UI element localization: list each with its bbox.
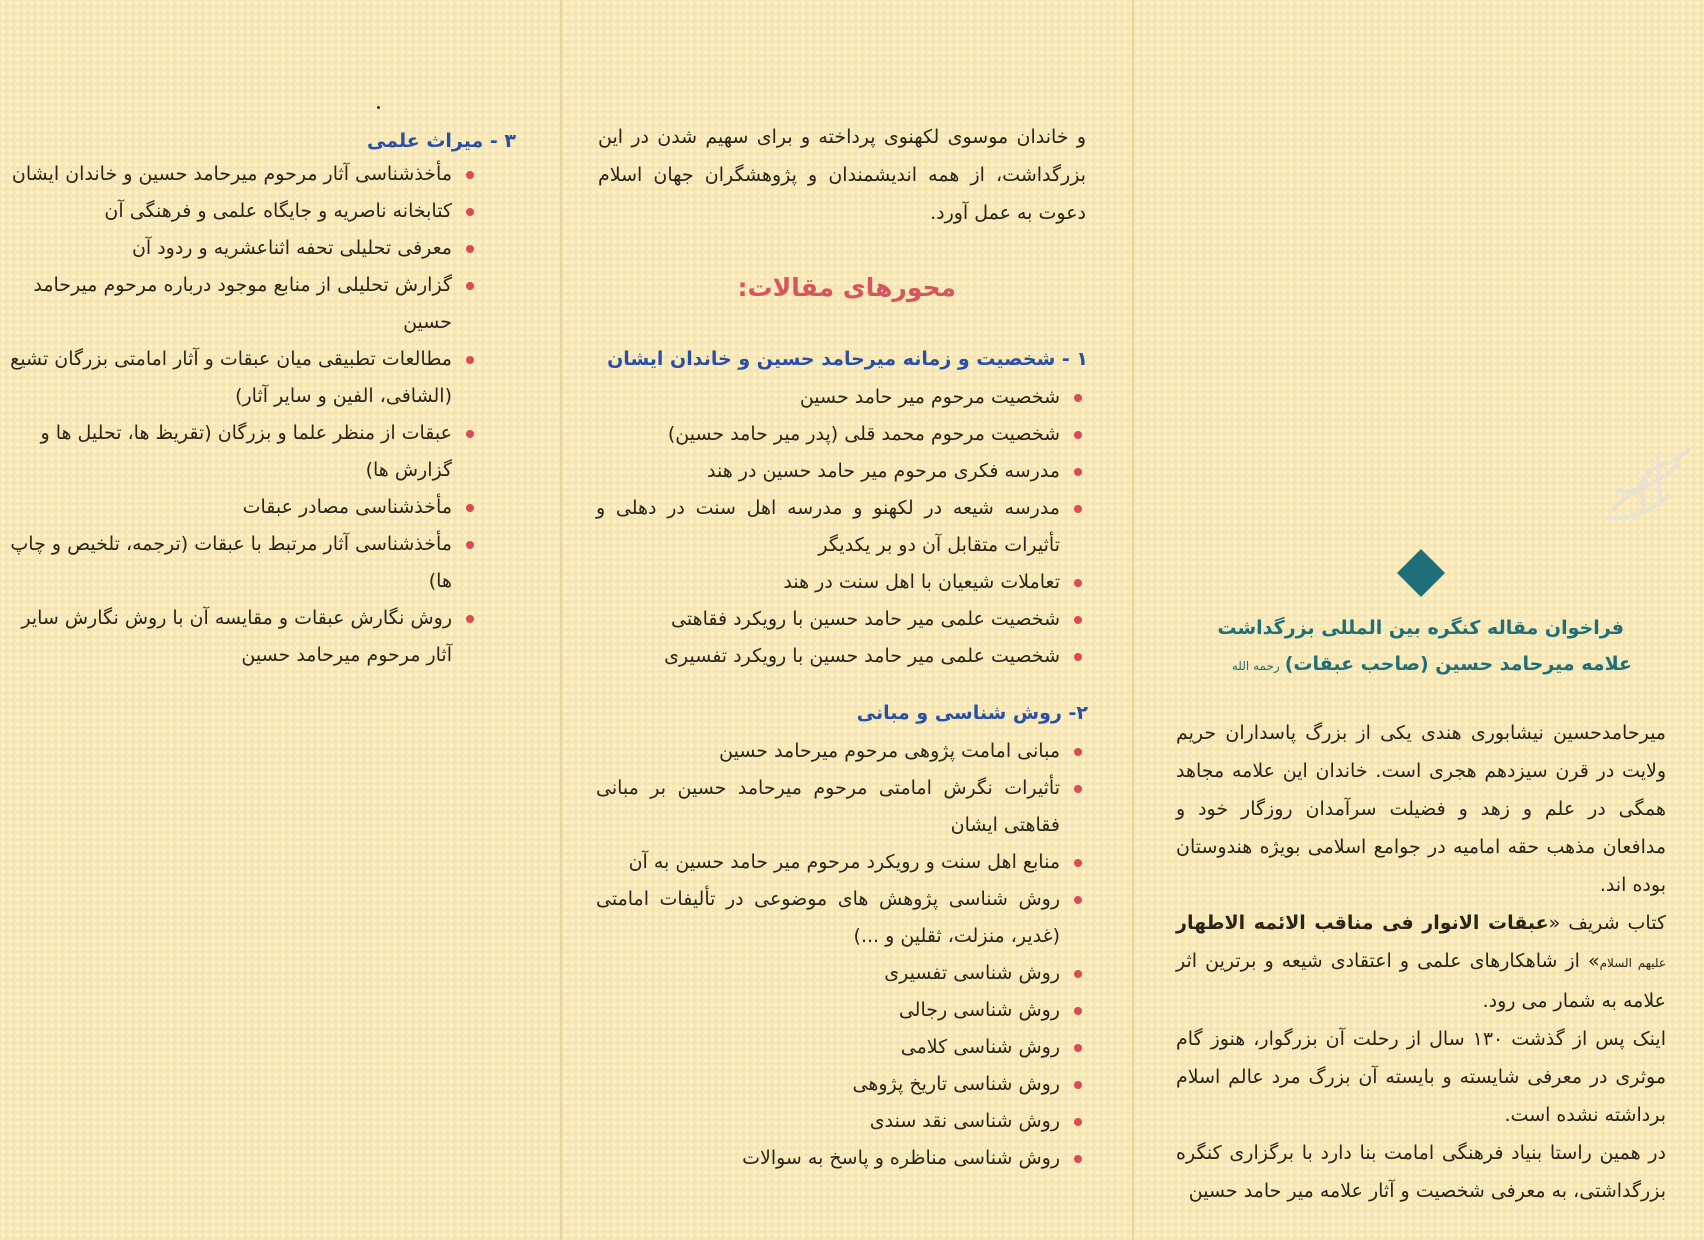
calligraphy-seal-icon bbox=[1598, 440, 1698, 530]
list-item: روش شناسی کلامی bbox=[596, 1029, 1086, 1066]
document-title-line2 bbox=[1232, 649, 1632, 681]
list-item: منابع اهل سنت و رویکرد مرحوم میر حامد حسین به آن bbox=[596, 844, 1086, 881]
list-item: روش شناسی پژوهش های موضوعی در تألیفات امامتی (غدیر، منزلت، ثقلین و ...) bbox=[596, 881, 1086, 955]
list-item: روش شناسی رجالی bbox=[596, 992, 1086, 1029]
list-item: روش شناسی تاریخ پژوهی bbox=[596, 1066, 1086, 1103]
list-item: شخصیت علمی میر حامد حسین با رویکرد فقاهتی bbox=[596, 601, 1086, 638]
left-section-heading: ۳ - میراث علمی bbox=[367, 130, 516, 152]
list-item: معرفی تحلیلی تحفه اثناعشریه و ردود آن bbox=[0, 230, 478, 267]
list-item: مدرسه شیعه در لکهنو و مدرسه اهل سنت در دهلی و تأثیرات متقابل آن دو بر یکدیگر bbox=[596, 490, 1086, 564]
document-title-name: علامه میرحامد حسین (صاحب عبقات) bbox=[1284, 653, 1632, 675]
paragraph-1: میرحامدحسین نیشابوری هندی یکی از بزرگ پاسداران حریم ولایت در قرن سیزدهم هجری است. خاندان این علامه مجاهد همگی در علم و زهد و فضیلت سرآمدان روزگار خود و مدافعان مذهب حقه امامیه در جوامع اسلامی بویژه هندوستان بوده اند. bbox=[1176, 722, 1666, 896]
book-title-suffix: علیهم السلام bbox=[1599, 956, 1667, 970]
diamond-ornament-icon bbox=[1397, 549, 1445, 597]
list-item: مأخذشناسی مصادر عبقات bbox=[0, 489, 478, 526]
paragraph-2 bbox=[1176, 904, 1666, 1020]
section1-heading: ۱ - شخصیت و زمانه میرحامد حسین و خاندان ایشان bbox=[607, 348, 1088, 370]
right-panel bbox=[1134, 0, 1704, 1240]
section1-list bbox=[596, 379, 1086, 675]
list-item: تعاملات شیعیان با اهل سنت در هند bbox=[596, 564, 1086, 601]
middle-panel bbox=[560, 0, 1134, 1240]
paragraph-2-rest: » از شاهکارهای علمی و اعتقادی شیعه و برترین اثر علامه به شمار می رود. bbox=[1176, 950, 1666, 1012]
list-item: مدرسه فکری مرحوم میر حامد حسین در هند bbox=[596, 453, 1086, 490]
section2-heading: ۲- روش شناسی و مبانی bbox=[856, 702, 1088, 724]
section-title: محورهای مقالات: bbox=[737, 273, 956, 302]
list-item: تأثیرات نگرش امامتی مرحوم میرحامد حسین بر مبانی فقاهتی ایشان bbox=[596, 770, 1086, 844]
paragraph-4: در همین راستا بنیاد فرهنگی امامت بنا دارد با برگزاری کنگره بزرگداشتی، به معرفی شخصیت و آثار علامه میر حامد حسین bbox=[1176, 1142, 1666, 1202]
list-item: شخصیت علمی میر حامد حسین با رویکرد تفسیری bbox=[596, 638, 1086, 675]
left-list bbox=[0, 156, 478, 674]
list-item: روش شناسی تفسیری bbox=[596, 955, 1086, 992]
list-item: مطالعات تطبیقی میان عبقات و آثار امامتی بزرگان تشیع (الشافی، الفین و سایر آثار) bbox=[0, 341, 478, 415]
paragraph-3: اینک پس از گذشت ۱۳۰ سال از رحلت آن بزرگوار، هنوز گام موثری در معرفی شایسته و بایسته آن بزرگ مرد عالم اسلام برداشته نشده است. bbox=[1176, 1028, 1666, 1126]
list-item: کتابخانه ناصریه و جایگاه علمی و فرهنگی آن bbox=[0, 193, 478, 230]
list-item: گزارش تحلیلی از منابع موجود درباره مرحوم میرحامد حسین bbox=[0, 267, 478, 341]
section2-list bbox=[596, 733, 1086, 1177]
list-item: مأخذشناسی آثار مرتبط با عبقات (ترجمه، تلخیص و چاپ ها) bbox=[0, 526, 478, 600]
list-item: مأخذشناسی آثار مرحوم میرحامد حسین و خاندان ایشان bbox=[0, 156, 478, 193]
list-item: عبقات از منظر علما و بزرگان (تقریظ ها، تحلیل ها و گزارش ها) bbox=[0, 415, 478, 489]
stray-dot bbox=[377, 106, 380, 109]
list-item: شخصیت مرحوم میر حامد حسین bbox=[596, 379, 1086, 416]
intro-text bbox=[1176, 714, 1666, 1210]
intro-paragraph: و خاندان موسوی لکهنوی پرداخته و برای سهیم شدن در این بزرگداشت، از همه اندیشمندان و پژوهشگران جهان اسلام دعوت به عمل آورد. bbox=[598, 126, 1086, 224]
list-item: شخصیت مرحوم محمد قلی (پدر میر حامد حسین) bbox=[596, 416, 1086, 453]
list-item: روش نگارش عبقات و مقایسه آن با روش نگارش سایر آثار مرحوم میرحامد حسین bbox=[0, 600, 478, 674]
list-item: مبانی امامت پژوهی مرحوم میرحامد حسین bbox=[596, 733, 1086, 770]
left-panel bbox=[0, 0, 560, 1240]
list-item: روش شناسی مناظره و پاسخ به سوالات bbox=[596, 1140, 1086, 1177]
list-item: روش شناسی نقد سندی bbox=[596, 1103, 1086, 1140]
paragraph-2-prefix: کتاب شریف « bbox=[1548, 912, 1666, 934]
book-title: عبقات الانوار فی مناقب الائمه الاطهار bbox=[1176, 912, 1549, 934]
document-title-line1: فراخوان مقاله کنگره بین المللی بزرگداشت bbox=[1217, 617, 1624, 639]
document-title-suffix: رحمه الله bbox=[1231, 659, 1280, 673]
